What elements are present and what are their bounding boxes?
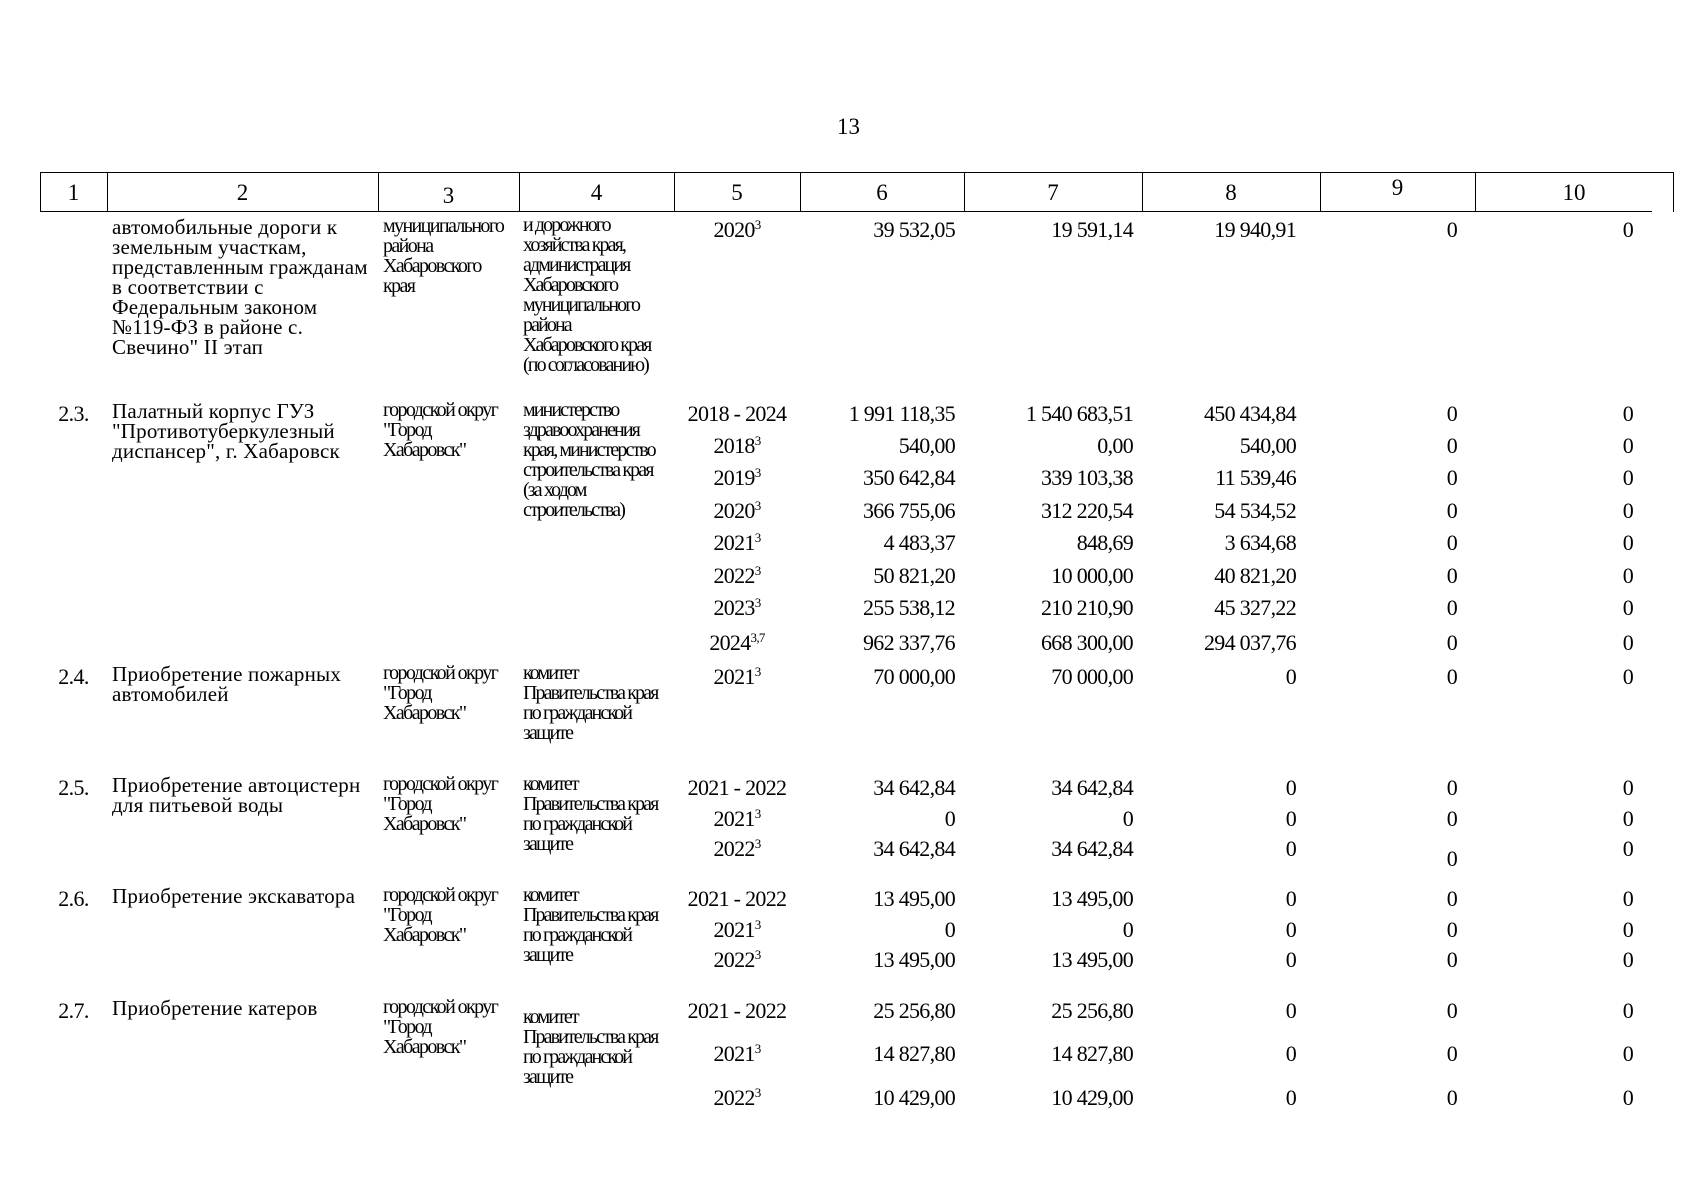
year-text: 2019 bbox=[713, 465, 755, 490]
value-regional: 0 bbox=[1285, 1041, 1296, 1066]
value-total: 39 532,05 bbox=[873, 217, 955, 242]
year-text: 2021 bbox=[713, 917, 755, 942]
value-regional: 0 bbox=[1285, 917, 1296, 942]
year-text: 2021 - 2022 bbox=[687, 998, 787, 1023]
value-regional: 450 434,84 bbox=[1203, 401, 1296, 426]
value-municipal: 0 bbox=[1446, 401, 1457, 426]
footnote-marker: 3 bbox=[754, 465, 761, 480]
footnote-marker: 3 bbox=[754, 1041, 761, 1056]
value-other: 0 bbox=[1622, 886, 1633, 911]
value-federal: 210 210,90 bbox=[1040, 595, 1133, 620]
value-federal: 668 300,00 bbox=[1040, 630, 1133, 655]
value-total: 0 bbox=[944, 806, 955, 831]
value-federal: 34 642,84 bbox=[1051, 836, 1133, 861]
value-federal: 25 256,80 bbox=[1051, 998, 1133, 1023]
value-municipal: 0 bbox=[1446, 217, 1457, 242]
value-regional: 294 037,76 bbox=[1203, 630, 1296, 655]
value-regional: 0 bbox=[1285, 998, 1296, 1023]
value-municipal: 0 bbox=[1446, 465, 1457, 490]
year-text: 2021 bbox=[713, 1041, 755, 1066]
year-text: 2021 - 2022 bbox=[687, 775, 787, 800]
footnote-marker: 3 bbox=[754, 1085, 761, 1100]
value-other: 0 bbox=[1622, 595, 1633, 620]
item-name: Палатный корпус ГУЗ "Противотуберкулезный диспансер", г. Хабаровск bbox=[112, 399, 340, 463]
footnote-marker: 3 bbox=[754, 917, 761, 932]
year-text: 2021 - 2022 bbox=[687, 886, 787, 911]
item-name: Приобретение экскаватора bbox=[112, 884, 356, 908]
value-total: 25 256,80 bbox=[873, 998, 955, 1023]
value-federal: 10 000,00 bbox=[1051, 563, 1133, 588]
column-header: 4 bbox=[590, 180, 603, 205]
value-municipal: 0 bbox=[1446, 917, 1457, 942]
value-municipal: 0 bbox=[1446, 433, 1457, 458]
value-municipal: 0 bbox=[1446, 1085, 1457, 1110]
value-federal: 34 642,84 bbox=[1051, 775, 1133, 800]
column-header: 5 bbox=[731, 180, 743, 205]
year-text: 2020 bbox=[713, 498, 755, 523]
value-other: 0 bbox=[1622, 433, 1633, 458]
column-header: 9 bbox=[1391, 175, 1404, 200]
column-header: 3 bbox=[442, 183, 455, 208]
year-text: 2021 bbox=[713, 664, 755, 689]
value-regional: 3 634,68 bbox=[1224, 530, 1296, 555]
footnote-marker: 3 bbox=[754, 664, 761, 679]
value-federal: 0 bbox=[1122, 917, 1133, 942]
value-municipal: 0 bbox=[1446, 630, 1457, 655]
value-regional: 54 534,52 bbox=[1214, 498, 1296, 523]
value-other: 0 bbox=[1622, 664, 1633, 689]
value-total: 13 495,00 bbox=[873, 947, 955, 972]
value-other: 0 bbox=[1622, 1085, 1633, 1110]
footnote-marker: 3 bbox=[754, 806, 761, 821]
value-federal: 848,69 bbox=[1076, 530, 1133, 555]
territory-cell: городской округ "Город Хабаровск" bbox=[383, 662, 498, 724]
value-other: 0 bbox=[1622, 775, 1633, 800]
executor-cell: комитет Правительства края по гражданской защите bbox=[523, 773, 658, 855]
page-number: 13 bbox=[837, 114, 860, 139]
value-federal: 339 103,38 bbox=[1040, 465, 1133, 490]
value-municipal: 0 bbox=[1446, 806, 1457, 831]
value-other: 0 bbox=[1622, 498, 1633, 523]
territory-cell: городской округ "Город Хабаровск" bbox=[383, 773, 498, 835]
value-total: 0 bbox=[944, 917, 955, 942]
item-name: Приобретение пожарных автомобилей bbox=[112, 662, 342, 706]
executor-cell: комитет Правительства края по гражданской защите bbox=[523, 662, 658, 744]
footnote-marker: 3 bbox=[754, 563, 761, 578]
value-other: 0 bbox=[1622, 563, 1633, 588]
column-header: 6 bbox=[876, 180, 888, 205]
footnote-marker: 3 bbox=[754, 433, 761, 448]
value-regional: 45 327,22 bbox=[1214, 595, 1296, 620]
item-name: автомобильные дороги к земельным участкам, представленным гражданам в соответствии с Федеральным законом №119-ФЗ в районе с. Свечино" II этап bbox=[112, 215, 368, 359]
territory-cell: городской округ "Город Хабаровск" bbox=[383, 996, 498, 1058]
footnote-marker: 3 bbox=[754, 595, 761, 610]
year-text: 2020 bbox=[713, 217, 755, 242]
value-federal: 14 827,80 bbox=[1051, 1041, 1133, 1066]
year-text: 2024 bbox=[709, 630, 751, 655]
value-federal: 19 591,14 bbox=[1051, 217, 1133, 242]
year-text: 2021 bbox=[713, 530, 755, 555]
value-total: 34 642,84 bbox=[873, 775, 955, 800]
footnote-marker: 3 bbox=[754, 530, 761, 545]
value-municipal: 0 bbox=[1446, 530, 1457, 555]
value-total: 13 495,00 bbox=[873, 886, 955, 911]
value-regional: 19 940,91 bbox=[1214, 217, 1296, 242]
year-text: 2021 bbox=[713, 806, 755, 831]
value-other: 0 bbox=[1622, 465, 1633, 490]
value-other: 0 bbox=[1622, 1041, 1633, 1066]
value-federal: 13 495,00 bbox=[1051, 886, 1133, 911]
item-number: 2.3. bbox=[58, 401, 89, 426]
value-federal: 0,00 bbox=[1097, 433, 1133, 458]
value-regional: 0 bbox=[1285, 947, 1296, 972]
value-municipal: 0 bbox=[1446, 998, 1457, 1023]
year-text: 2022 bbox=[713, 947, 755, 972]
value-regional: 0 bbox=[1285, 775, 1296, 800]
territory-cell: городской округ "Город Хабаровск" bbox=[383, 884, 498, 946]
value-municipal: 0 bbox=[1446, 846, 1457, 871]
footnote-marker: 3 bbox=[754, 836, 761, 851]
footnote-marker: 3 bbox=[754, 217, 761, 232]
year-text: 2018 bbox=[713, 433, 755, 458]
year-text: 2018 - 2024 bbox=[687, 401, 787, 426]
value-federal: 0 bbox=[1122, 806, 1133, 831]
column-header: 2 bbox=[236, 180, 249, 205]
value-federal: 13 495,00 bbox=[1051, 947, 1133, 972]
value-municipal: 0 bbox=[1446, 498, 1457, 523]
value-other: 0 bbox=[1622, 630, 1633, 655]
column-header: 7 bbox=[1047, 180, 1059, 205]
year-text: 2022 bbox=[713, 1085, 755, 1110]
year-text: 2022 bbox=[713, 563, 755, 588]
value-federal: 312 220,54 bbox=[1040, 498, 1133, 523]
executor-cell: и дорожного хозяйства края, администрация Хабаровского муниципального района Хабаровского края (по согласованию) bbox=[523, 214, 651, 376]
value-regional: 11 539,46 bbox=[1215, 465, 1296, 490]
value-regional: 0 bbox=[1285, 886, 1296, 911]
value-total: 1 991 118,35 bbox=[848, 401, 955, 426]
value-municipal: 0 bbox=[1446, 775, 1457, 800]
item-number: 2.4. bbox=[58, 664, 89, 689]
value-regional: 40 821,20 bbox=[1214, 563, 1296, 588]
value-other: 0 bbox=[1622, 217, 1633, 242]
value-regional: 540,00 bbox=[1239, 433, 1296, 458]
value-other: 0 bbox=[1622, 947, 1633, 972]
value-total: 10 429,00 bbox=[873, 1085, 955, 1110]
value-regional: 0 bbox=[1285, 836, 1296, 861]
value-other: 0 bbox=[1622, 998, 1633, 1023]
footnote-marker: 3 bbox=[754, 498, 761, 513]
value-total: 70 000,00 bbox=[873, 664, 955, 689]
item-name: Приобретение катеров bbox=[112, 996, 318, 1020]
value-other: 0 bbox=[1622, 806, 1633, 831]
item-number: 2.7. bbox=[58, 998, 89, 1023]
value-other: 0 bbox=[1622, 530, 1633, 555]
value-total: 962 337,76 bbox=[862, 630, 955, 655]
value-municipal: 0 bbox=[1446, 947, 1457, 972]
value-municipal: 0 bbox=[1446, 886, 1457, 911]
value-regional: 0 bbox=[1285, 806, 1296, 831]
territory-cell: городской округ "Город Хабаровск" bbox=[383, 399, 498, 461]
value-regional: 0 bbox=[1285, 1085, 1296, 1110]
item-name: Приобретение автоцистерн для питьевой воды bbox=[112, 773, 361, 817]
value-federal: 10 429,00 bbox=[1051, 1085, 1133, 1110]
value-federal: 70 000,00 bbox=[1051, 664, 1133, 689]
value-municipal: 0 bbox=[1446, 563, 1457, 588]
column-header: 1 bbox=[67, 180, 80, 205]
value-other: 0 bbox=[1622, 401, 1633, 426]
value-municipal: 0 bbox=[1446, 664, 1457, 689]
footnote-marker: 3 bbox=[754, 947, 761, 962]
executor-cell: министерство здравоохранения края, министерство строительства края (за ходом строительства) bbox=[523, 399, 655, 521]
item-number: 2.5. bbox=[58, 775, 89, 800]
value-municipal: 0 bbox=[1446, 1041, 1457, 1066]
item-number: 2.6. bbox=[58, 886, 89, 911]
value-other: 0 bbox=[1622, 917, 1633, 942]
footnote-marker: 3,7 bbox=[750, 630, 765, 645]
column-header: 10 bbox=[1562, 180, 1586, 205]
value-total: 34 642,84 bbox=[873, 836, 955, 861]
year-text: 2022 bbox=[713, 836, 755, 861]
value-total: 14 827,80 bbox=[873, 1041, 955, 1066]
value-total: 4 483,37 bbox=[883, 530, 955, 555]
value-regional: 0 bbox=[1285, 664, 1296, 689]
value-total: 50 821,20 bbox=[873, 563, 955, 588]
territory-cell: муниципального района Хабаровского края bbox=[383, 215, 504, 297]
executor-cell: комитет Правительства края по гражданской защите bbox=[523, 884, 658, 966]
column-header: 8 bbox=[1225, 180, 1237, 205]
value-total: 350 642,84 bbox=[862, 465, 955, 490]
executor-cell: комитет Правительства края по гражданской защите bbox=[523, 1006, 658, 1088]
value-total: 366 755,06 bbox=[862, 498, 955, 523]
value-other: 0 bbox=[1622, 836, 1633, 861]
value-total: 255 538,12 bbox=[862, 595, 955, 620]
value-total: 540,00 bbox=[898, 433, 955, 458]
value-federal: 1 540 683,51 bbox=[1025, 401, 1133, 426]
year-text: 2023 bbox=[713, 595, 755, 620]
value-municipal: 0 bbox=[1446, 595, 1457, 620]
